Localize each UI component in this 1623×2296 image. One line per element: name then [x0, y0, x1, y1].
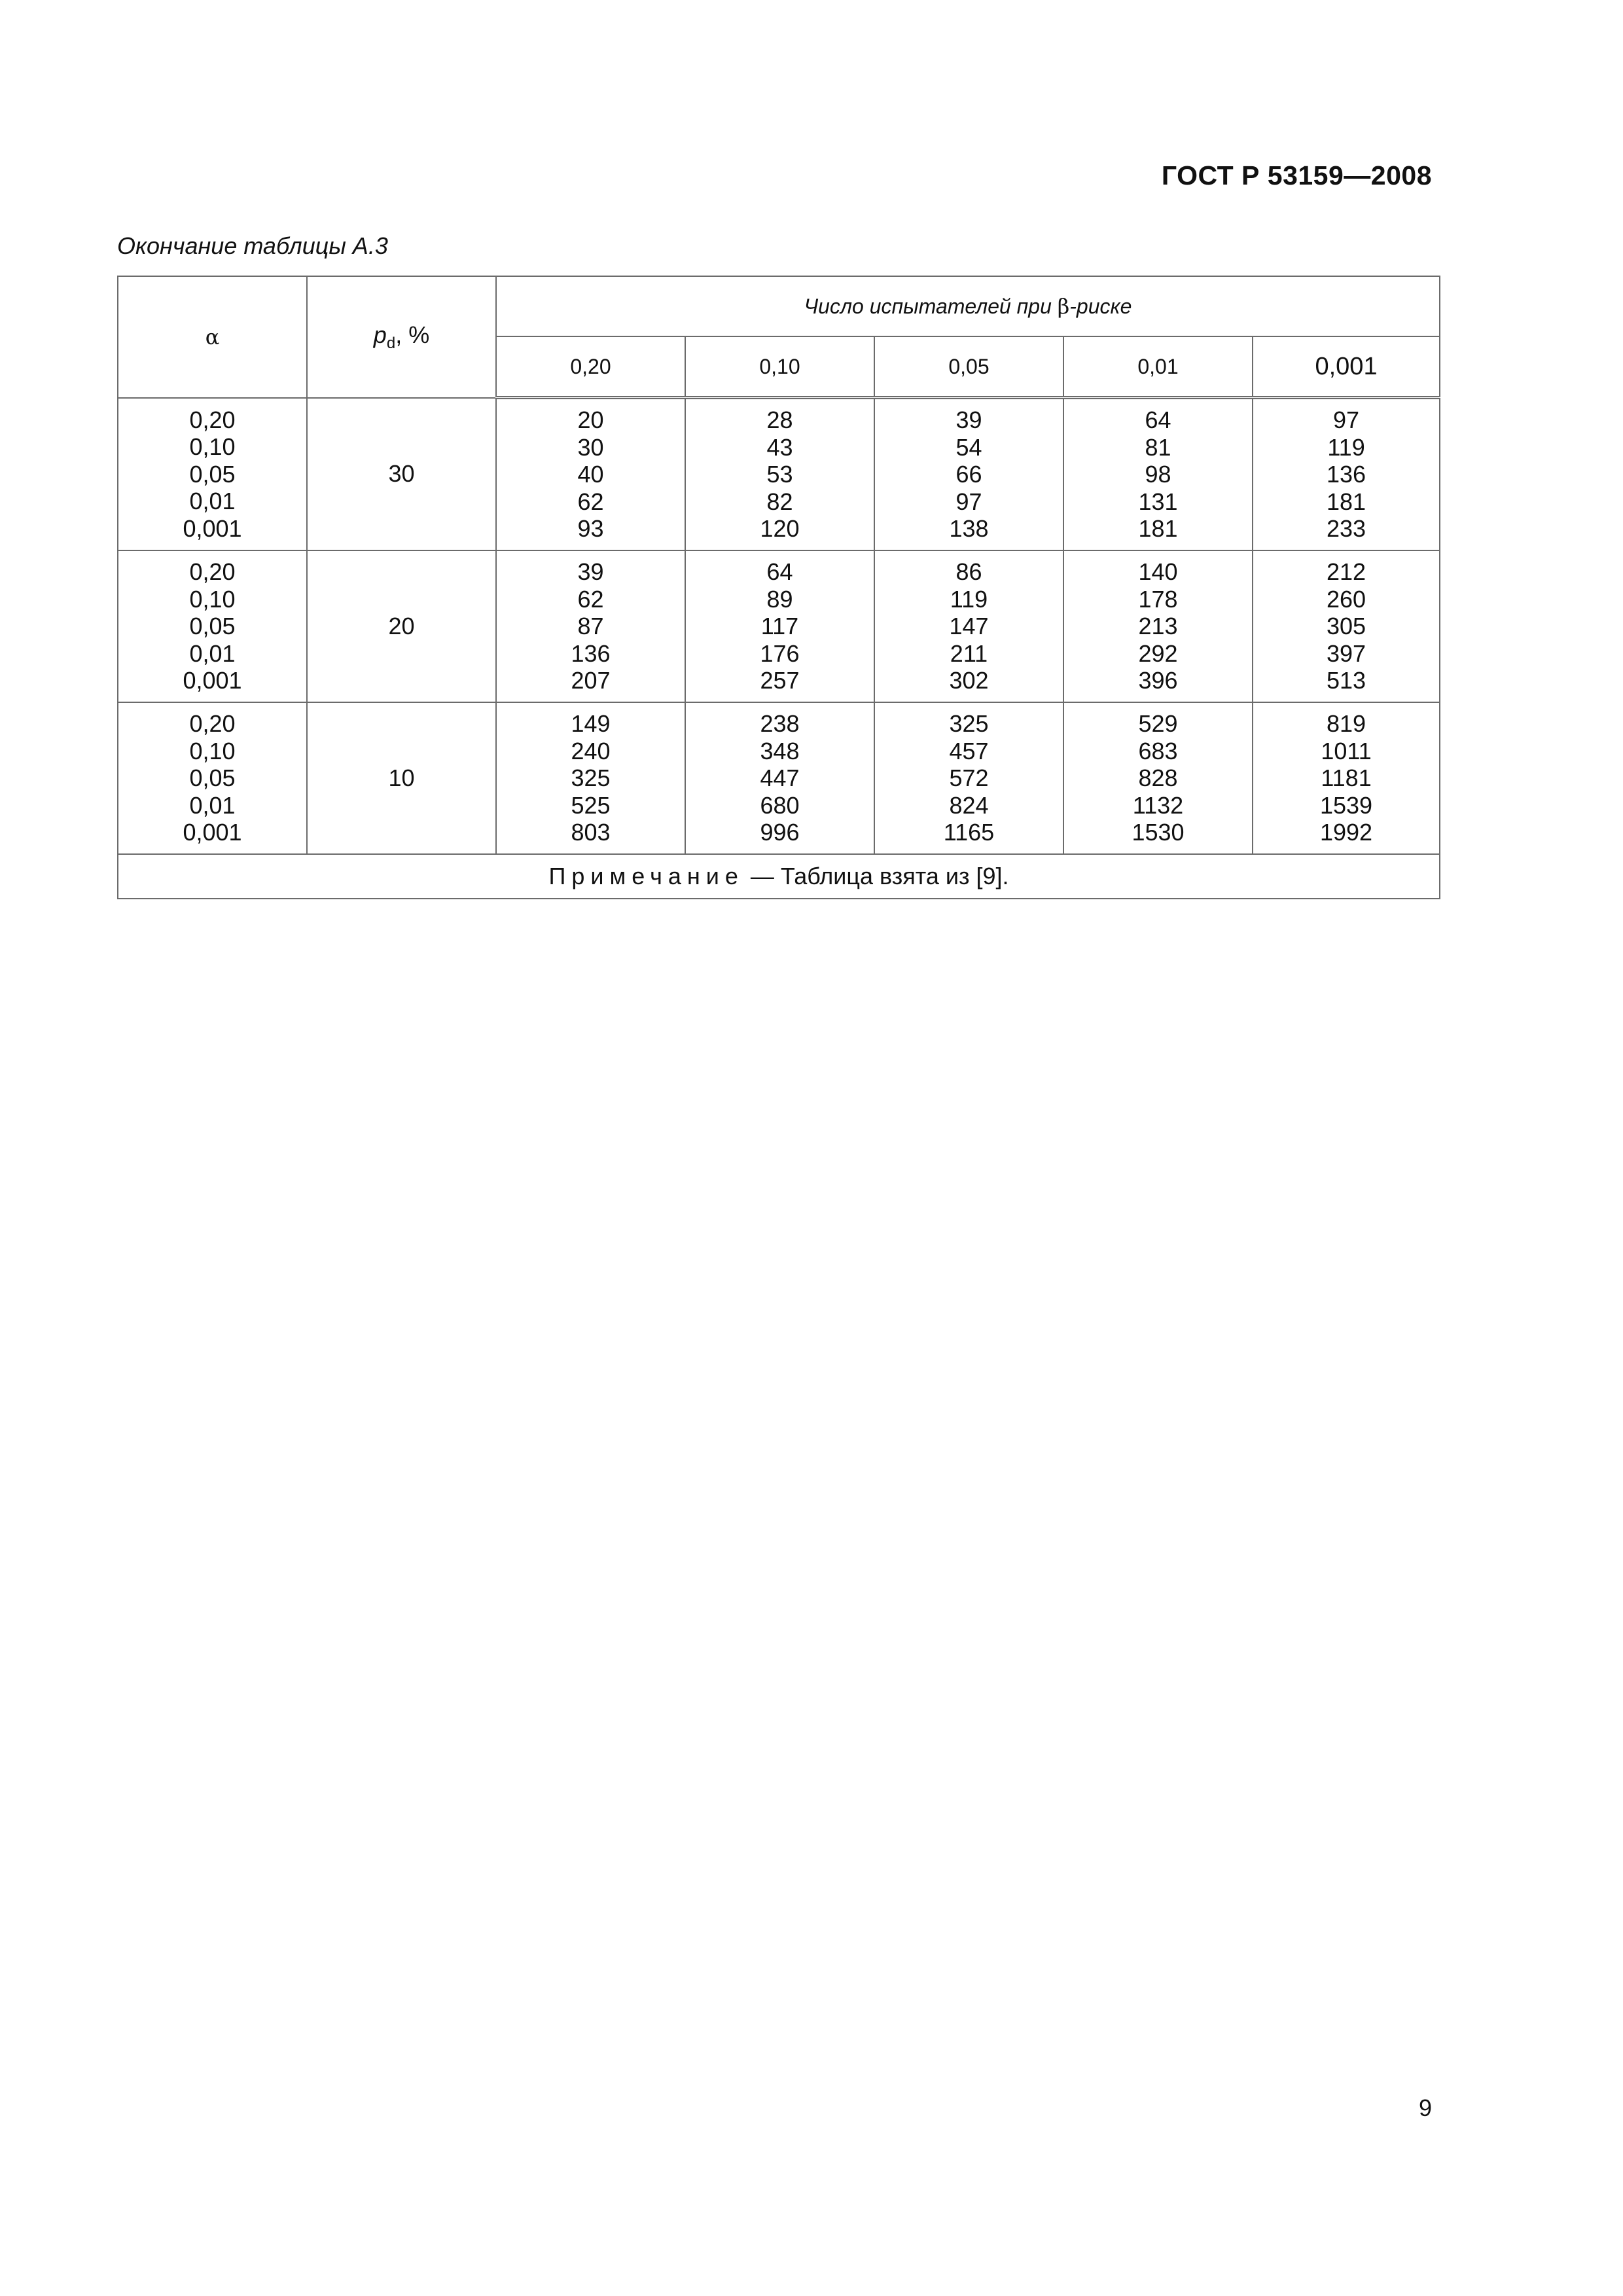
count-value: 181 — [1138, 515, 1178, 543]
count-value: 325 — [949, 710, 989, 738]
group-header-text: Число испытателей при — [804, 295, 1058, 318]
beta-symbol: β — [1057, 294, 1070, 319]
count-value: 302 — [949, 667, 989, 694]
count-value: 457 — [949, 737, 989, 764]
count-value: 66 — [955, 461, 982, 488]
count-value: 260 — [1326, 585, 1366, 613]
count-value: 1992 — [1319, 819, 1373, 846]
table-body — [118, 398, 1440, 855]
header-row-group — [118, 276, 1440, 336]
alpha-value: 0,01 — [189, 488, 236, 514]
count-cell — [1253, 702, 1440, 854]
count-value: 680 — [760, 791, 800, 819]
count-cell — [1063, 398, 1253, 551]
column-header-beta-level: 0,10 — [685, 336, 874, 398]
count-cell — [874, 702, 1063, 854]
count-value: 136 — [1326, 461, 1366, 488]
count-cell — [1253, 550, 1440, 702]
count-value: 396 — [1138, 667, 1178, 694]
count-value: 513 — [1326, 667, 1366, 694]
count-value: 62 — [577, 488, 604, 515]
pd-subscript: d — [386, 334, 396, 352]
column-group-header-beta — [496, 276, 1440, 336]
count-value: 43 — [766, 433, 793, 461]
count-value: 447 — [760, 764, 800, 792]
count-value: 39 — [577, 558, 604, 586]
count-value: 828 — [1138, 764, 1178, 792]
alpha-value: 0,05 — [189, 460, 236, 488]
column-header-beta-level: 0,05 — [874, 336, 1063, 398]
count-value: 525 — [571, 791, 611, 819]
count-value: 30 — [577, 433, 604, 461]
table-row — [118, 550, 1440, 702]
count-value: 87 — [577, 613, 604, 640]
alpha-cell — [118, 702, 307, 854]
count-value: 819 — [1326, 710, 1366, 738]
count-value: 117 — [760, 613, 799, 640]
alpha-cell — [118, 550, 307, 702]
count-cell — [874, 550, 1063, 702]
alpha-value: 0,10 — [189, 433, 236, 460]
count-value: 40 — [577, 461, 604, 488]
pd-symbol: p — [373, 321, 387, 348]
count-value: 213 — [1138, 613, 1178, 640]
alpha-value: 0,20 — [189, 710, 236, 738]
count-value: 97 — [1333, 406, 1360, 434]
alpha-value: 0,20 — [189, 406, 236, 433]
group-header-suffix: -риске — [1069, 295, 1132, 318]
alpha-cell — [118, 398, 307, 551]
count-value: 53 — [766, 461, 793, 488]
page-number: 9 — [1418, 2094, 1432, 2121]
count-value: 93 — [577, 515, 604, 543]
column-header-beta-level: 0,001 — [1253, 336, 1440, 398]
count-value: 98 — [1145, 461, 1171, 488]
count-value: 1181 — [1321, 764, 1372, 792]
alpha-value: 0,001 — [183, 514, 242, 542]
document-id-header: ГОСТ Р 53159—2008 — [1161, 160, 1432, 190]
count-value: 803 — [571, 819, 611, 846]
count-cell — [1063, 702, 1253, 854]
count-value: 305 — [1326, 613, 1366, 640]
alpha-value: 0,05 — [189, 613, 236, 640]
count-cell — [1253, 398, 1440, 551]
count-value: 120 — [760, 515, 800, 543]
pd-unit: , % — [395, 321, 430, 348]
count-value: 1011 — [1321, 737, 1372, 764]
column-header-beta-level: 0,01 — [1063, 336, 1253, 398]
count-value: 119 — [1327, 433, 1365, 461]
count-value: 28 — [766, 406, 793, 434]
count-value: 176 — [760, 639, 800, 667]
count-value: 683 — [1138, 737, 1178, 764]
pd-cell: 20 — [307, 550, 496, 702]
alpha-value: 0,001 — [183, 667, 242, 694]
count-value: 178 — [1138, 585, 1178, 613]
alpha-value: 0,20 — [189, 558, 236, 586]
count-value: 62 — [577, 585, 604, 613]
alpha-value: 0,10 — [189, 737, 236, 764]
count-value: 212 — [1326, 558, 1366, 586]
count-value: 136 — [571, 639, 611, 667]
count-value: 140 — [1138, 558, 1178, 586]
count-cell — [685, 702, 874, 854]
count-cell — [1063, 550, 1253, 702]
pd-cell: 30 — [307, 398, 496, 551]
count-value: 325 — [571, 764, 611, 792]
count-value: 207 — [571, 667, 611, 694]
column-header-pd — [307, 276, 496, 398]
pd-cell: 10 — [307, 702, 496, 854]
count-value: 240 — [571, 737, 611, 764]
alpha-value: 0,05 — [189, 764, 236, 792]
count-cell — [685, 550, 874, 702]
data-table — [117, 276, 1440, 899]
table-note — [118, 854, 1440, 899]
count-cell — [496, 398, 685, 551]
count-cell — [496, 550, 685, 702]
count-value: 82 — [766, 488, 793, 515]
column-header-beta-level: 0,20 — [496, 336, 685, 398]
count-value: 147 — [949, 613, 989, 640]
table-caption: Окончание таблицы А.3 — [117, 232, 388, 259]
count-value: 149 — [571, 710, 611, 738]
table-row — [118, 398, 1440, 551]
count-value: 64 — [766, 558, 793, 586]
count-value: 1539 — [1319, 791, 1373, 819]
count-value: 86 — [955, 558, 982, 586]
alpha-value: 0,10 — [189, 585, 236, 613]
count-value: 54 — [955, 433, 982, 461]
count-value: 292 — [1138, 639, 1178, 667]
count-value: 1165 — [943, 819, 995, 846]
count-value: 89 — [766, 585, 793, 613]
count-value: 572 — [949, 764, 989, 792]
count-value: 233 — [1326, 515, 1366, 543]
count-value: 1530 — [1132, 819, 1185, 846]
count-value: 119 — [950, 585, 988, 613]
count-value: 257 — [760, 667, 800, 694]
count-value: 824 — [949, 791, 989, 819]
table-row — [118, 702, 1440, 854]
note-text: — Таблица взята из [9]. — [743, 863, 1009, 889]
count-value: 348 — [760, 737, 800, 764]
count-cell — [685, 398, 874, 551]
count-cell — [496, 702, 685, 854]
count-value: 97 — [955, 488, 982, 515]
count-value: 238 — [760, 710, 800, 738]
note-label: Примечание — [548, 863, 744, 889]
count-value: 397 — [1326, 639, 1366, 667]
count-value: 64 — [1145, 406, 1171, 434]
count-value: 181 — [1326, 488, 1366, 515]
count-value: 131 — [1138, 488, 1178, 515]
alpha-value: 0,01 — [189, 791, 236, 819]
count-value: 138 — [949, 515, 989, 543]
count-value: 20 — [577, 406, 604, 434]
count-cell — [874, 398, 1063, 551]
count-value: 81 — [1145, 433, 1171, 461]
count-value: 996 — [760, 819, 800, 846]
count-value: 211 — [950, 639, 988, 667]
count-value: 529 — [1138, 710, 1178, 738]
alpha-value: 0,001 — [183, 819, 242, 846]
column-header-alpha: α — [118, 276, 307, 398]
count-value: 1132 — [1132, 791, 1184, 819]
note-row — [118, 854, 1440, 899]
count-value: 39 — [955, 406, 982, 434]
alpha-value: 0,01 — [189, 639, 236, 667]
